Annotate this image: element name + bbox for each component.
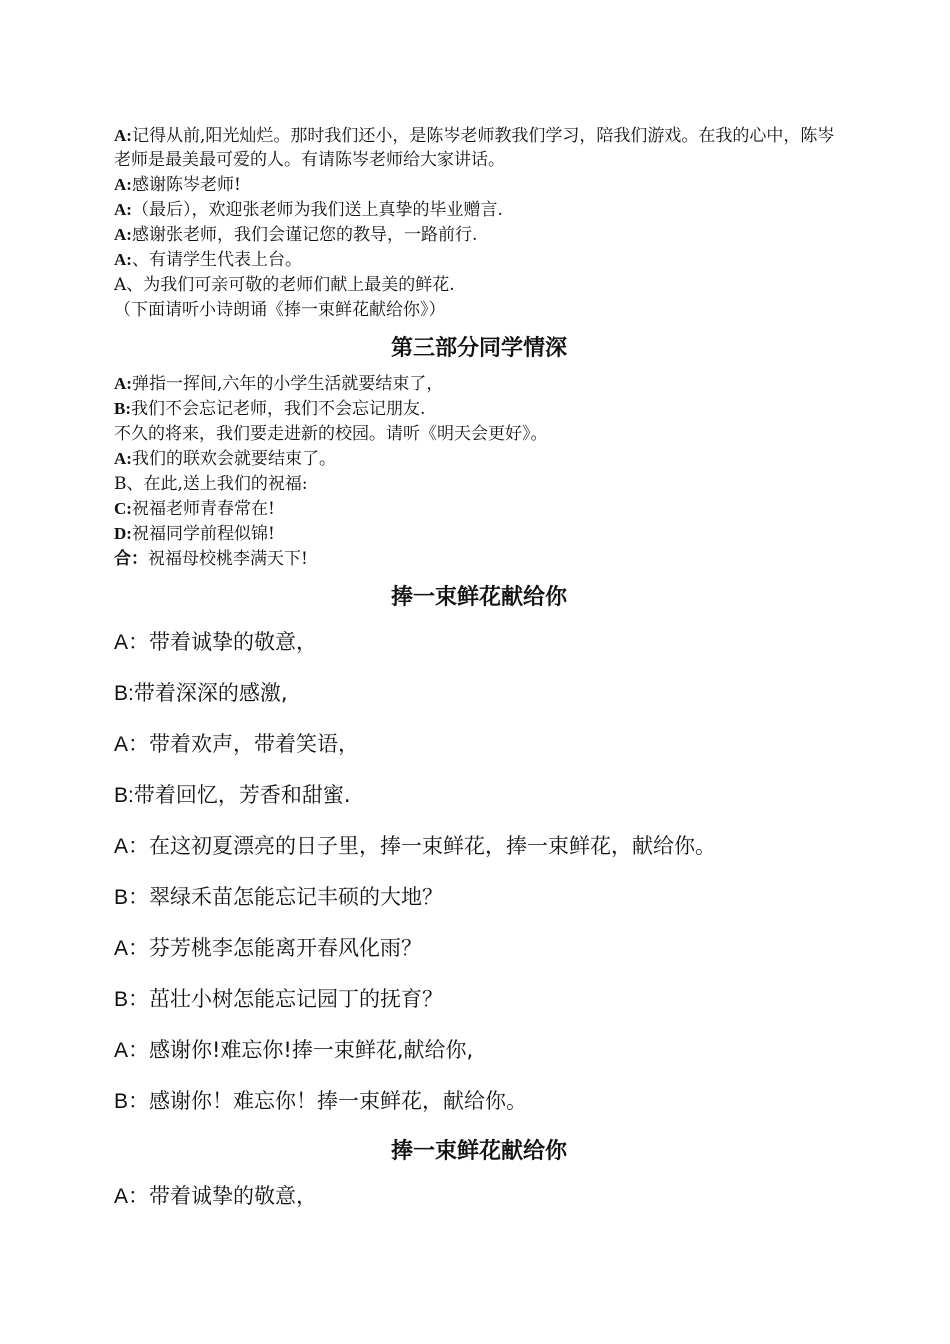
poem-line xyxy=(114,831,844,862)
line-text: 记得从前,阳光灿烂。那时我们还小，是陈岑老师教我们学习，陪我们游戏。在我的心中，陈岑老师是最美最可爱的人。有请陈岑老师给大家讲话。 xyxy=(114,126,835,170)
script-line xyxy=(114,223,844,247)
line-text: B、在此,送上我们的祝福: xyxy=(114,474,308,494)
line-text: 、有请学生代表上台。 xyxy=(131,250,302,270)
line-text: 感谢陈岑老师! xyxy=(131,175,241,195)
line-text: 弹指一挥间,六年的小学生活就要结束了， xyxy=(131,374,444,394)
speaker-label: C: xyxy=(114,499,132,518)
line-text: 不久的将来，我们要走进新的校园。请听《明天会更好》。 xyxy=(114,424,548,444)
speaker-label: B： xyxy=(114,1090,150,1113)
speaker-label: B: xyxy=(114,784,134,807)
speaker-label: B: xyxy=(114,682,134,705)
line-text: 感谢你!难忘你!捧一束鲜花,献给你, xyxy=(149,1038,474,1062)
speaker-label: A： xyxy=(114,733,150,756)
speaker-label: A： xyxy=(114,937,150,960)
speaker-label: B: xyxy=(114,399,131,418)
section3-title: 第三部分同学情深 xyxy=(390,336,567,361)
script-line xyxy=(114,198,844,222)
line-text: 翠绿禾苗怎能忘记丰硕的大地？ xyxy=(149,885,444,909)
speaker-label: A: xyxy=(114,200,132,219)
script-line xyxy=(114,547,844,571)
script-line xyxy=(114,173,844,197)
line-text: （最后），欢迎张老师为我们送上真挚的毕业赠言. xyxy=(131,200,503,220)
poem-lines xyxy=(114,627,844,1117)
script-line xyxy=(114,397,844,421)
poem-line xyxy=(114,1035,844,1066)
speaker-label: A： xyxy=(114,631,150,654)
speaker-label: A: xyxy=(114,250,132,269)
line-text: 在这初夏漂亮的日子里，捧一束鲜花，捧一束鲜花，献给你。 xyxy=(149,834,717,858)
script-line xyxy=(114,273,844,297)
poem-title: 捧一束鲜花献给你 xyxy=(390,585,567,610)
speaker-label: A： xyxy=(114,1185,150,1208)
poem-line xyxy=(114,678,844,709)
script-line xyxy=(114,298,844,322)
line-text: 我们不会忘记老师，我们不会忘记朋友. xyxy=(131,399,426,419)
line-text: 祝福同学前程似锦! xyxy=(131,524,275,544)
speaker-label: B： xyxy=(114,886,150,909)
speaker-label: 合： xyxy=(114,549,148,568)
line-text: 带着深深的感激, xyxy=(133,681,288,705)
speaker-label: D: xyxy=(114,524,132,543)
script-line xyxy=(114,447,844,471)
script-line xyxy=(114,124,844,172)
poem-line xyxy=(114,933,844,964)
line-text: 茁壮小树怎能忘记园丁的抚育？ xyxy=(149,987,444,1011)
poem-line xyxy=(114,1086,844,1117)
line-text: A、为我们可亲可敬的老师们献上最美的鲜花. xyxy=(114,275,455,295)
line-text: 带着欢声，带着笑语， xyxy=(149,732,360,756)
poem-line xyxy=(114,882,844,913)
poem-lines xyxy=(114,1181,844,1212)
speaker-label: A: xyxy=(114,449,132,468)
poem-line xyxy=(114,729,844,760)
line-text: 感谢张老师，我们会谨记您的教导，一路前行. xyxy=(131,225,478,245)
speaker-label: A: xyxy=(114,126,132,145)
poem-line xyxy=(114,627,844,658)
script-line xyxy=(114,248,844,272)
section3-lines xyxy=(114,372,844,571)
poem-line xyxy=(114,780,844,811)
script-line xyxy=(114,372,844,396)
script-line xyxy=(114,522,844,546)
line-text: 我们的联欢会就要结束了。 xyxy=(131,449,336,469)
document-page xyxy=(114,124,844,1232)
speaker-label: A： xyxy=(114,1039,150,1062)
line-text: 祝福老师青春常在! xyxy=(131,499,275,519)
poem-line xyxy=(114,1181,844,1212)
script-line xyxy=(114,497,844,521)
speaker-label: A: xyxy=(114,374,132,393)
script-line xyxy=(114,472,844,496)
line-text: 芬芳桃李怎能离开春风化雨？ xyxy=(149,936,423,960)
line-text: 祝福母校桃李满天下! xyxy=(148,549,308,569)
script-line xyxy=(114,422,844,446)
line-text: （下面请听小诗朗诵《捧一束鲜花献给你》） xyxy=(114,300,446,320)
line-text: 感谢你！难忘你！捧一束鲜花，献给你。 xyxy=(149,1089,528,1113)
line-text: 带着诚挚的敬意， xyxy=(149,630,318,654)
poem-title: 捧一束鲜花献给你 xyxy=(390,1139,567,1164)
part2-ending-lines xyxy=(114,124,844,322)
line-text: 带着诚挚的敬意， xyxy=(149,1184,318,1208)
line-text: 带着回忆，芳香和甜蜜. xyxy=(133,783,351,807)
speaker-label: A: xyxy=(114,175,132,194)
speaker-label: A： xyxy=(114,835,150,858)
speaker-label: B： xyxy=(114,988,150,1011)
speaker-label: A: xyxy=(114,225,132,244)
poem-line xyxy=(114,984,844,1015)
